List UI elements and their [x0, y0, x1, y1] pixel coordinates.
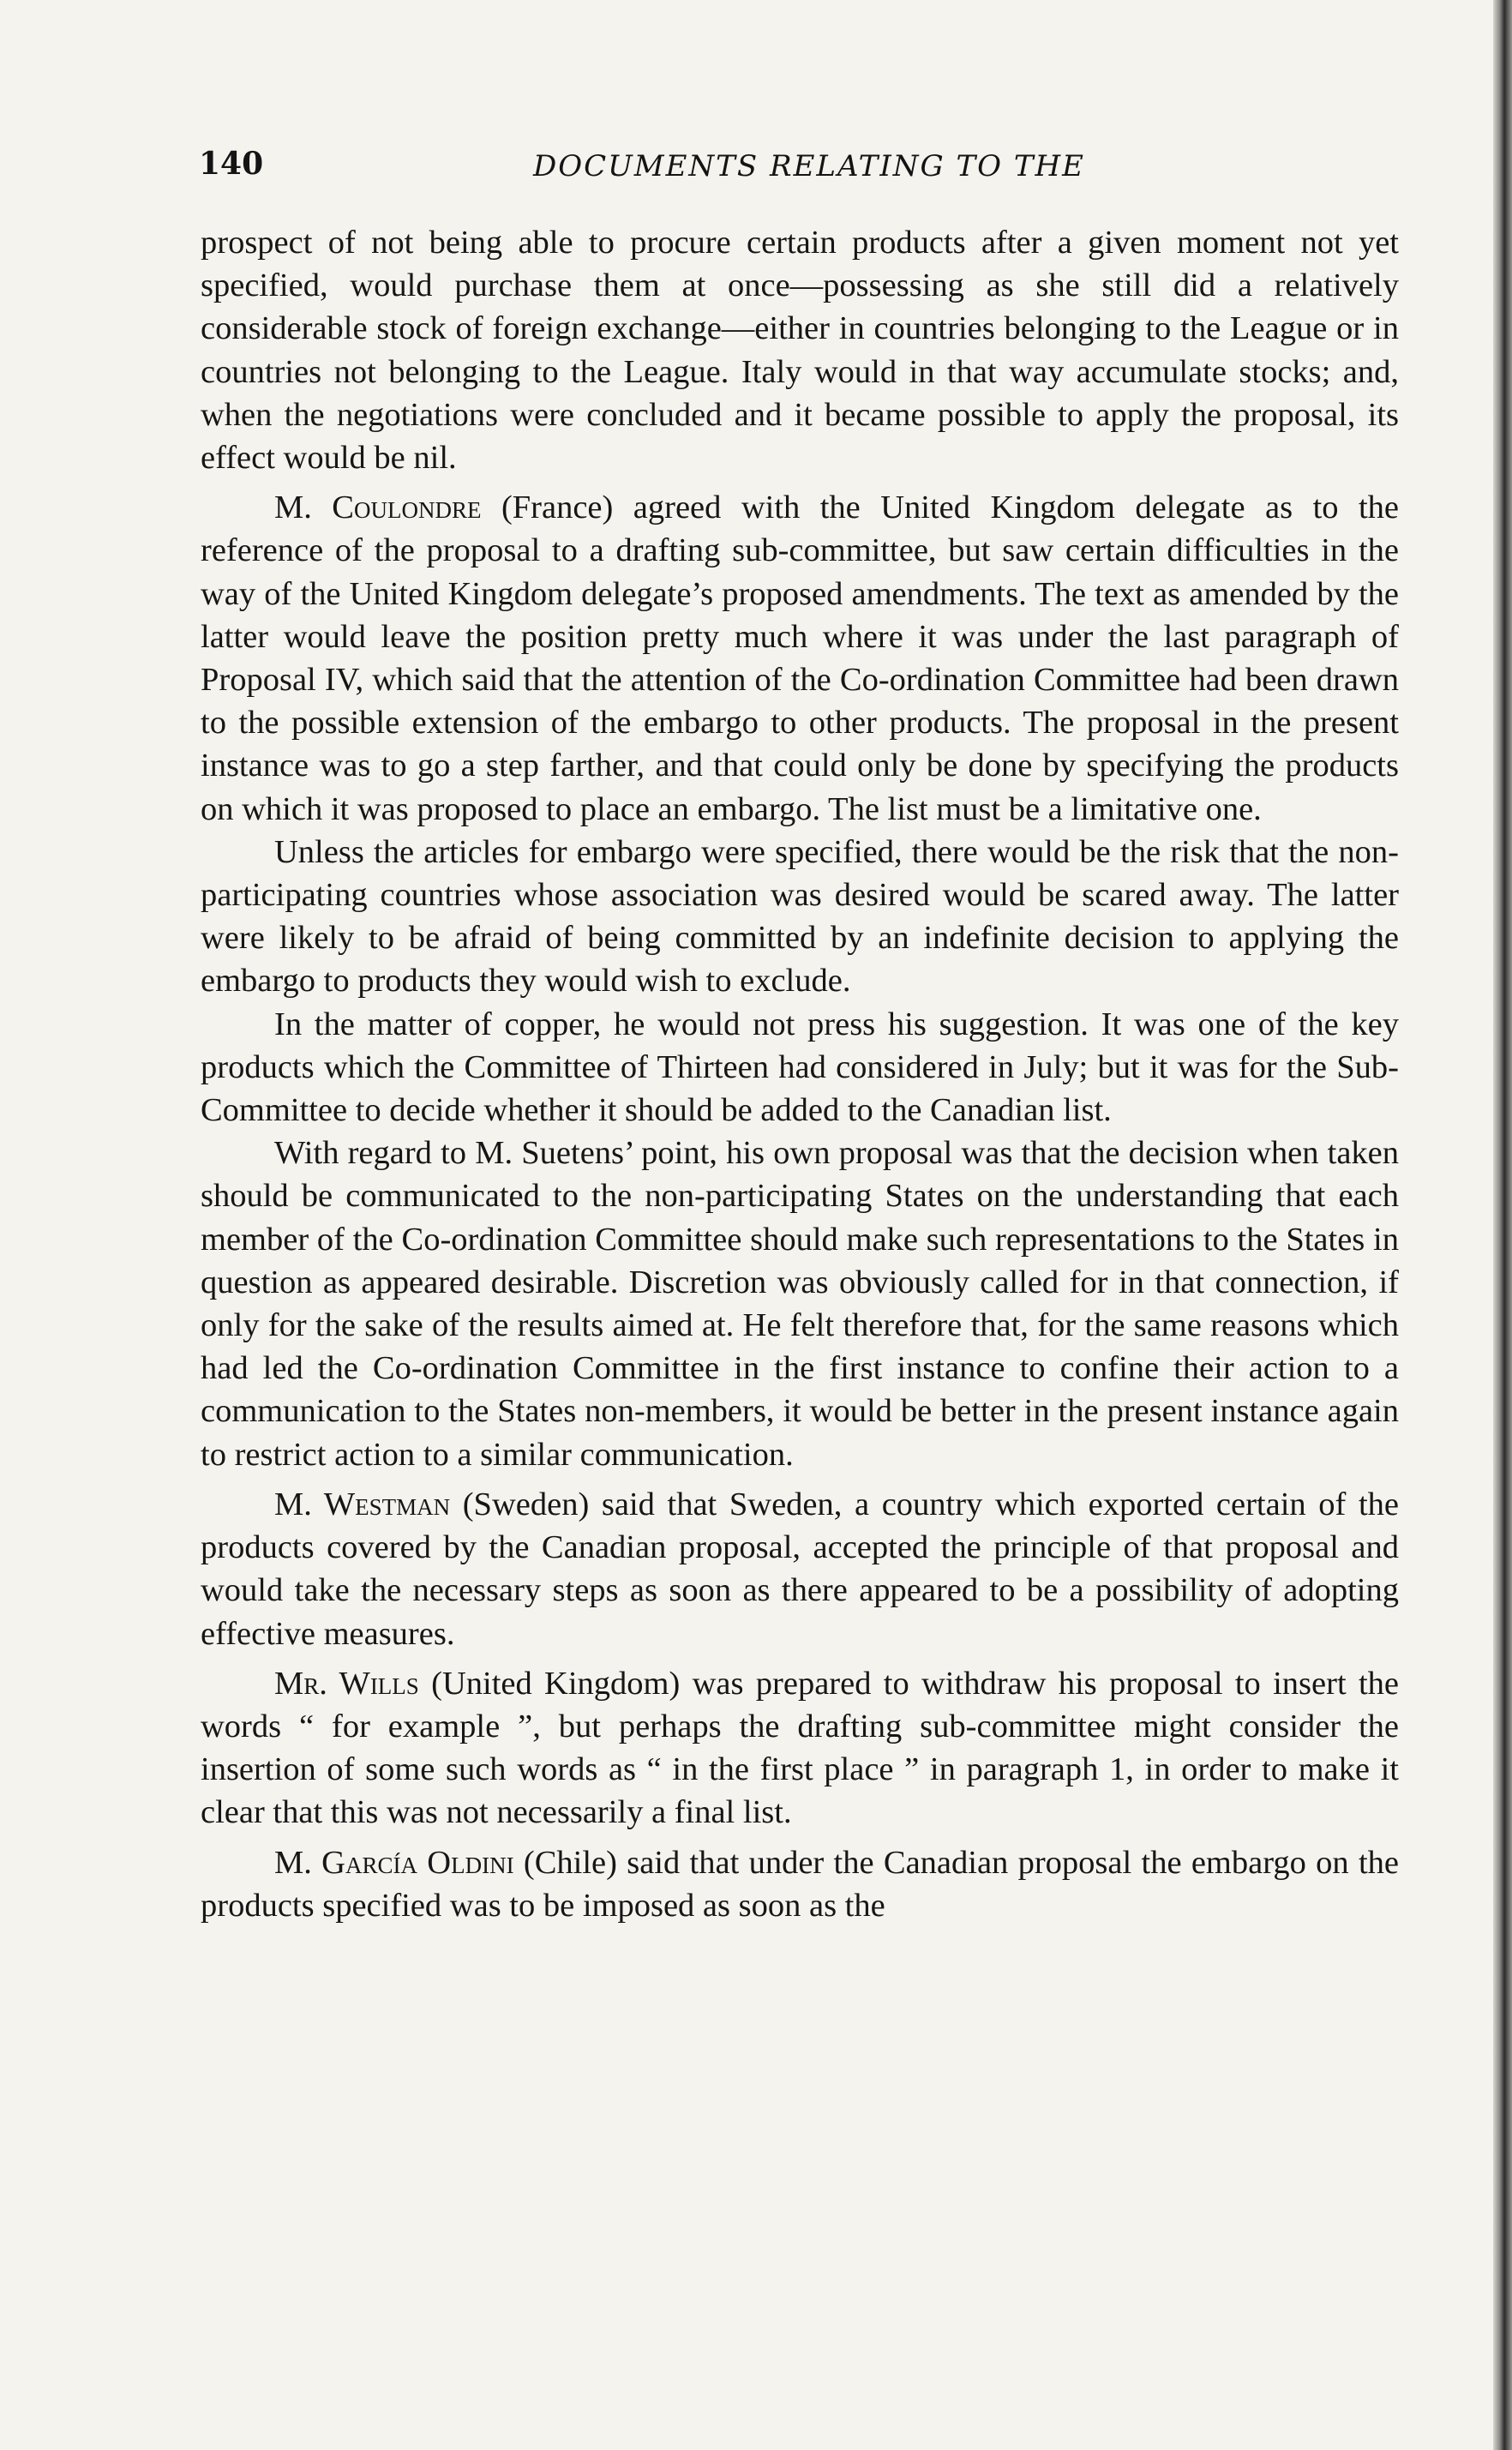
running-head: DOCUMENTS RELATING TO THE [533, 149, 1085, 183]
speaker-name: Mr. Wills [274, 1665, 419, 1702]
body-text [201, 221, 1399, 1927]
paragraph [201, 831, 1399, 1003]
paragraph-text: (France) agreed with the United Kingdom delegate as to the reference of the proposal to a drafting sub-committee, but saw certain difficulties in the way of the United Kingdom delegate’s proposed amendments. The text as amended by the latter would leave the position pretty much where it was under the last paragraph of Proposal IV, which said that the attention of the Co-ordination Committee had been drawn to the possible extension of the embargo to other products. The proposal in the present instance was to go a step farther, and that could only be done by specifying the products on which it was proposed to place an embargo. The list must be a limitative one. [201, 489, 1399, 827]
speaker-name: M. Westman [274, 1486, 451, 1522]
paragraph [201, 1662, 1399, 1834]
speaker-name: M. García Oldini [274, 1844, 514, 1881]
paragraph-text: Unless the articles for embargo were specified, there would be the risk that the non-participating countries whose association was desired would be scared away. The latter were likely to be afraid of being committed by an indefinite decision to applying the embargo to products they would wish to exclude. [201, 833, 1399, 1000]
paragraph-text: (United Kingdom) was prepared to withdraw his proposal to insert the words “ for example ”, but perhaps the drafting sub-committee might consider the insertion of some such words as “ in the first place ” in paragraph 1, in order to make it clear that this was not necessarily a final list. [201, 1665, 1399, 1831]
paragraph [201, 1003, 1399, 1132]
paragraph [201, 1483, 1399, 1655]
paragraph [201, 1841, 1399, 1927]
paragraph [201, 1132, 1399, 1476]
book-spine-edge [1493, 0, 1512, 2450]
paragraph-text: (Chile) said that under the Canadian proposal the embargo on the products specified was to be imposed as soon as the [201, 1844, 1399, 1924]
paragraph [201, 486, 1399, 831]
page-header [199, 146, 1399, 197]
paragraph-text: In the matter of copper, he would not press his suggestion. It was one of the key products which the Committee of Thirteen had considered in July; but it was for the Sub-Committee to decide whether it should be added to the Canadian list. [201, 1006, 1399, 1129]
paragraph [201, 221, 1399, 479]
paragraph-text: With regard to M. Suetens’ point, his own proposal was that the decision when taken should be communicated to the non-participating States on the understanding that each member of the Co-ordination Committee should make such representations to the States in question as appeared desirable. Discretion was obviously called for in that connection, if only for the sake of the results aimed at. He felt therefore that, for the same reasons which had led the Co-ordination Committee in the first instance to confine their action to a communication to the States non-members, it would be better in the present instance again to restrict action to a similar communication. [201, 1135, 1399, 1473]
page-number: 140 [199, 146, 264, 182]
paragraph-text: (Sweden) said that Sweden, a country which exported certain of the products covered by the Canadian proposal, accepted the principle of that proposal and would take the necessary steps as soon as there appeared to be a possibility of adopting effective measures. [201, 1486, 1399, 1652]
paragraph-text: prospect of not being able to procure certain products after a given moment not yet specified, would purchase them at once—possessing as she still did a relatively considerable stock of foreign exchange—either in countries belonging to the League or in countries not belonging to the League. Italy would in that way accumulate stocks; and, when the negotiations were concluded and it became possible to apply the proposal, its effect would be nil. [201, 225, 1399, 477]
speaker-name: M. Coulondre [274, 489, 482, 526]
